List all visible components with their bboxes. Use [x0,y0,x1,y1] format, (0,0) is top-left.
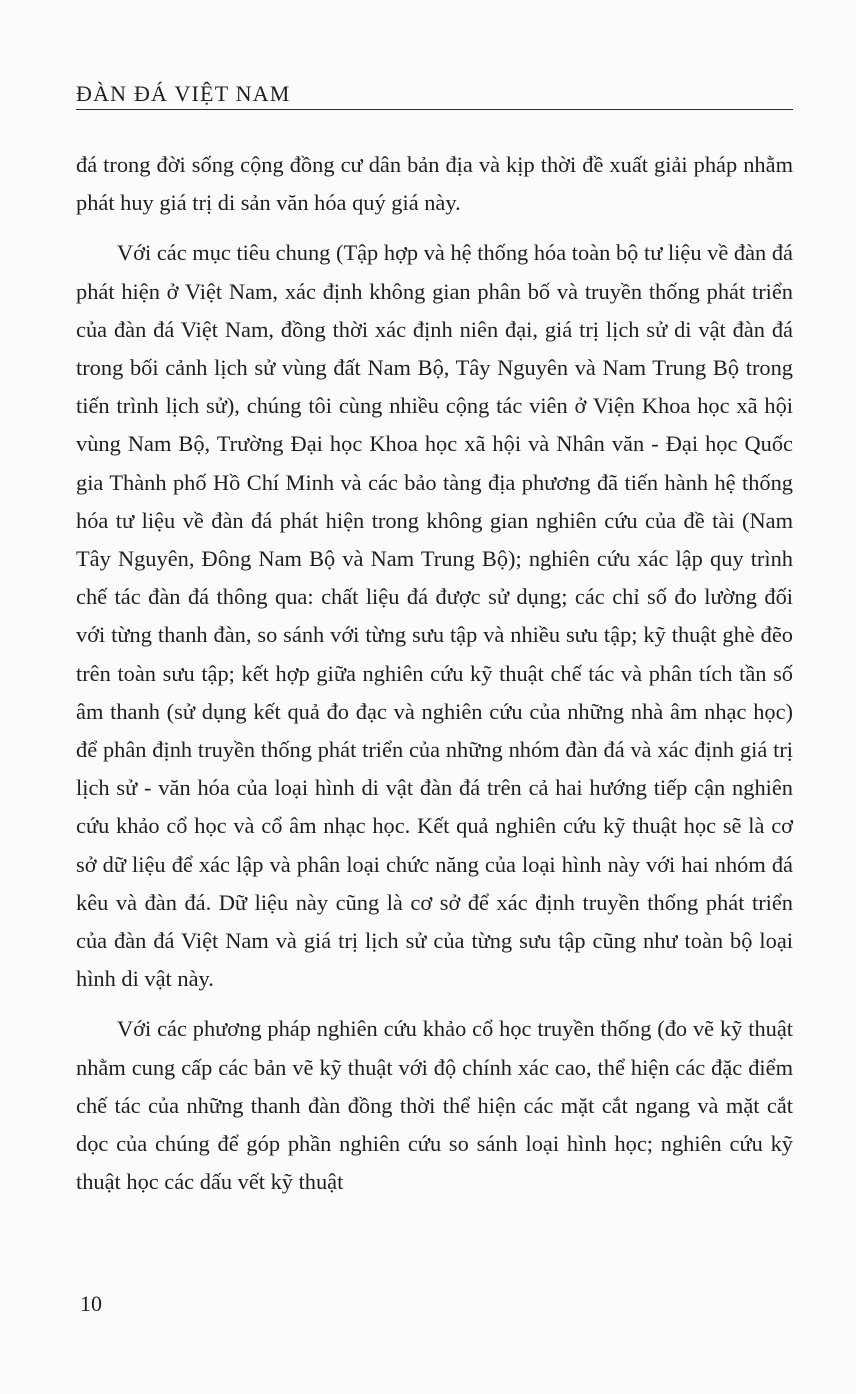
paragraph-3: Với các phương pháp nghiên cứu khảo cổ học truyền thống (đo vẽ kỹ thuật nhằm cung cấp các bản vẽ kỹ thuật với độ chính xác cao, thể hiện các đặc điểm chế tác của những thanh đàn đồng thời thể hiện các mặt cắt ngang và mặt cắt dọc của chúng để góp phần nghiên cứu so sánh loại hình học; nghiên cứu kỹ thuật học các dấu vết kỹ thuật [76,1016,793,1195]
paragraph-2: Với các mục tiêu chung (Tập hợp và hệ thống hóa toàn bộ tư liệu về đàn đá phát hiện ở Việt Nam, xác định không gian phân bố và truyền thống phát triển của đàn đá Việt Nam, đồng thời xác định niên đại, giá trị lịch sử di vật đàn đá trong bối cảnh lịch sử vùng đất Nam Bộ, Tây Nguyên và Nam Trung Bộ trong tiến trình lịch sử), chúng tôi cùng nhiều cộng tác viên ở Viện Khoa học xã hội vùng Nam Bộ, Trường Đại học Khoa học xã hội và Nhân văn - Đại học Quốc gia Thành phố Hồ Chí Minh và các bảo tàng địa phương đã tiến hành hệ thống hóa tư liệu về đàn đá phát hiện trong không gian nghiên cứu của đề tài (Nam Tây Nguyên, Đông Nam Bộ và Nam Trung Bộ); nghiên cứu xác lập quy trình chế tác đàn đá thông qua: chất liệu đá được sử dụng; các chỉ số đo lường đối với từng thanh đàn, so sánh với từng sưu tập và nhiều sưu tập; kỹ thuật ghè đẽo trên toàn sưu tập; kết hợp giữa nghiên cứu kỹ thuật chế tác và phân tích tần số âm thanh (sử dụng kết quả đo đạc và nghiên cứu của những nhà âm nhạc học) để phân định truyền thống phát triển của những nhóm đàn đá và xác định giá trị lịch sử - văn hóa của loại hình di vật đàn đá trên cả hai hướng tiếp cận nghiên cứu khảo cổ học và cổ âm nhạc học. Kết quả nghiên cứu kỹ thuật học sẽ là cơ sở dữ liệu để xác lập và phân loại chức năng của loại hình này với hai nhóm đá kêu và đàn đá. Dữ liệu này cũng là cơ sở để xác định truyền thống phát triển của đàn đá Việt Nam và giá trị lịch sử của từng sưu tập cũng như toàn bộ loại hình di vật này. [76,240,793,992]
paragraph-1: đá trong đời sống cộng đồng cư dân bản địa và kịp thời đề xuất giải pháp nhằm phát huy giá trị di sản văn hóa quý giá này. [76,152,793,216]
page-number: 10 [80,1291,102,1316]
header-rule [76,109,793,110]
body-text [76,146,793,1201]
running-head: ĐÀN ĐÁ VIỆT NAM [76,81,291,106]
